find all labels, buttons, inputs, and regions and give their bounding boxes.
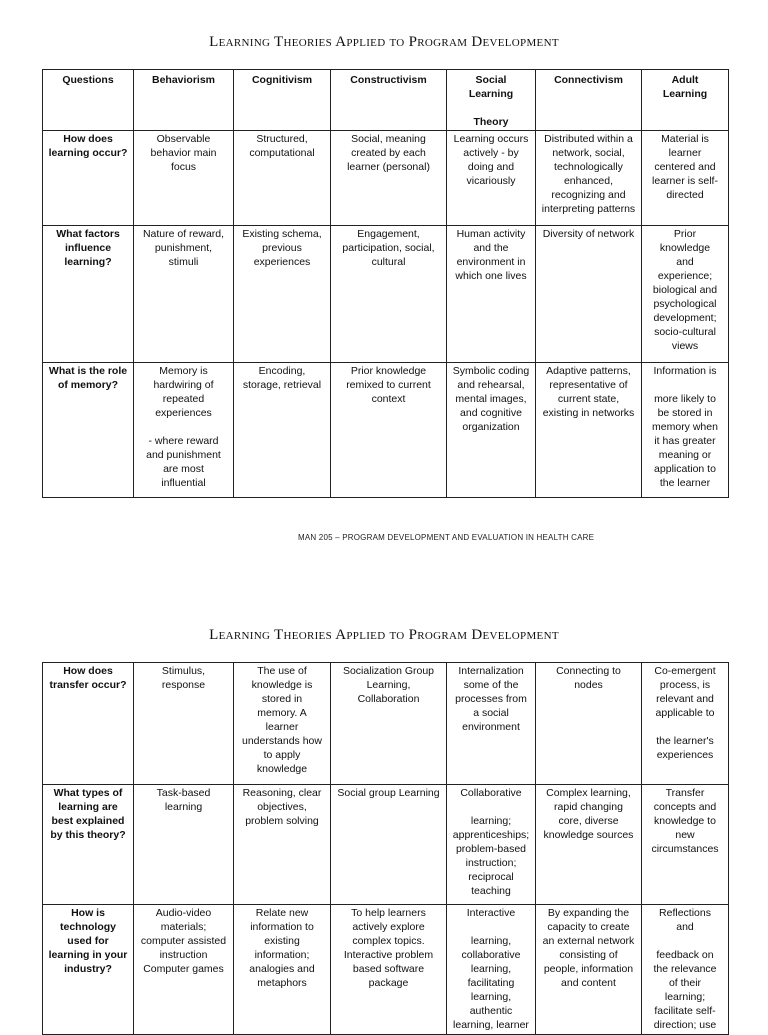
table-cell: Complex learning, rapid changing core, diverse knowledge sources — [536, 785, 642, 905]
table-cell: Co-emergent process, is relevant and applicable to the learner's experiences — [642, 663, 729, 785]
table-cell: Social group Learning — [331, 785, 447, 905]
header-social-learning: Social Learning Theory — [447, 70, 536, 131]
table-cell: Audio-video materials; computer assisted instruction Computer games — [134, 905, 234, 1035]
row-question: How does transfer occur? — [43, 663, 134, 785]
table-cell: Internalization some of the processes from a social environment — [447, 663, 536, 785]
header-behaviorism: Behaviorism — [134, 70, 234, 131]
table-cell: Social, meaning created by each learner (personal) — [331, 131, 447, 226]
table-row — [43, 663, 729, 785]
table-cell: Observable behavior main focus — [134, 131, 234, 226]
table-cell: Relate new information to existing information; analogies and metaphors — [234, 905, 331, 1035]
table-cell: Human activity and the environment in which one lives — [447, 226, 536, 363]
table-cell: By expanding the capacity to create an external network consisting of people, information and content — [536, 905, 642, 1035]
table-cell: Prior knowledge remixed to current context — [331, 363, 447, 498]
table-row — [43, 785, 729, 905]
table-cell: Engagement, participation, social, cultural — [331, 226, 447, 363]
table-cell: Learning occurs actively - by doing and vicariously — [447, 131, 536, 226]
table-cell: Nature of reward, punishment, stimuli — [134, 226, 234, 363]
table-cell: The use of knowledge is stored in memory. A learner understands how to apply knowledge — [234, 663, 331, 785]
learning-theories-table-2 — [42, 662, 729, 1035]
table-cell: Prior knowledge and experience; biological and psychological development; socio-cultural views — [642, 226, 729, 363]
header-cognitivism: Cognitivism — [234, 70, 331, 131]
table-cell: Connecting to nodes — [536, 663, 642, 785]
table-row — [43, 905, 729, 1035]
table-cell: Encoding, storage, retrieval — [234, 363, 331, 498]
table-row — [43, 131, 729, 226]
table-row — [43, 363, 729, 498]
table-cell: Adaptive patterns, representative of current state, existing in networks — [536, 363, 642, 498]
header-connectivism: Connectivism — [536, 70, 642, 131]
row-question: How is technology used for learning in your industry? — [43, 905, 134, 1035]
table-cell: Task-based learning — [134, 785, 234, 905]
table-cell: Symbolic coding and rehearsal, mental images, and cognitive organization — [447, 363, 536, 498]
table-cell: Reasoning, clear objectives, problem solving — [234, 785, 331, 905]
table-row — [43, 226, 729, 363]
page-footer: MAN 205 – PROGRAM DEVELOPMENT AND EVALUATION IN HEALTH CARE — [298, 533, 595, 542]
row-question: What factors influence learning? — [43, 226, 134, 363]
row-question: What types of learning are best explained by this theory? — [43, 785, 134, 905]
page-title: Learning Theories Applied to Program Development — [209, 34, 559, 50]
table-cell: Material is learner centered and learner is self- directed — [642, 131, 729, 226]
table-cell: Reflections and feedback on the relevance of their learning; facilitate self- direction; use — [642, 905, 729, 1035]
table-cell: Collaborative learning; apprenticeships; problem-based instruction; reciprocal teaching — [447, 785, 536, 905]
row-question: What is the role of memory? — [43, 363, 134, 498]
row-question: How does learning occur? — [43, 131, 134, 226]
table-cell: Socialization Group Learning, Collaboration — [331, 663, 447, 785]
header-constructivism: Constructivism — [331, 70, 447, 131]
table-cell: Diversity of network — [536, 226, 642, 363]
table-cell: To help learners actively explore complex topics. Interactive problem based software package — [331, 905, 447, 1035]
learning-theories-table-1 — [42, 69, 729, 498]
header-adult-learning: Adult Learning — [642, 70, 729, 131]
table-cell: Distributed within a network, social, technologically enhanced, recognizing and interpreting patterns — [536, 131, 642, 226]
page-title: Learning Theories Applied to Program Development — [209, 627, 559, 643]
table-cell: Transfer concepts and knowledge to new circumstances — [642, 785, 729, 905]
table-cell: Existing schema, previous experiences — [234, 226, 331, 363]
table-cell: Information is more likely to be stored in memory when it has greater meaning or application to the learner — [642, 363, 729, 498]
table-cell: Stimulus, response — [134, 663, 234, 785]
table-cell: Interactive learning, collaborative learning, facilitating learning, authentic learning, learner — [447, 905, 536, 1035]
table-cell: Memory is hardwiring of repeated experiences - where reward and punishment are most influential — [134, 363, 234, 498]
table-header-row — [43, 70, 729, 131]
table-cell: Structured, computational — [234, 131, 331, 226]
header-questions: Questions — [43, 70, 134, 131]
